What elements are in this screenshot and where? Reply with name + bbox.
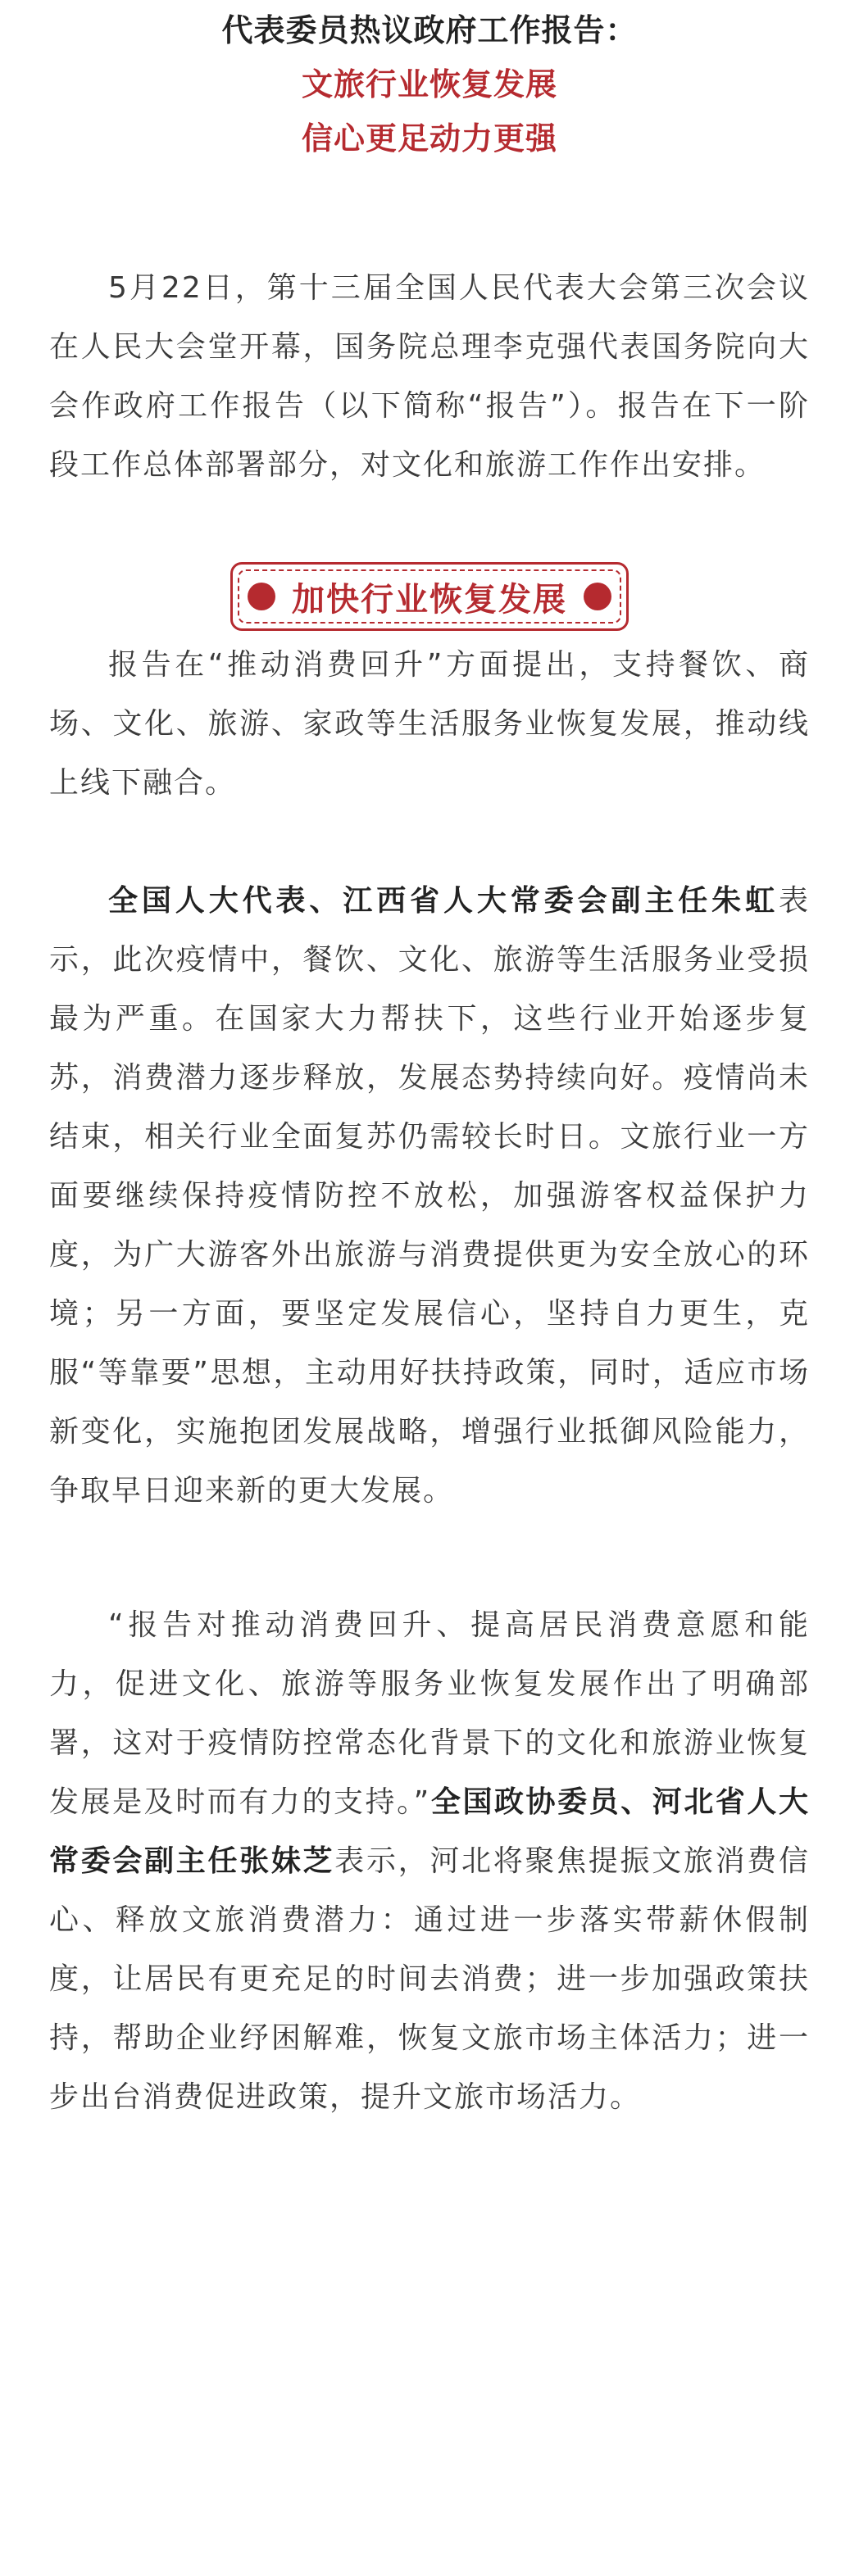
paragraph-3-body: 表示，河北将聚焦提振文旅消费信心、释放文旅消费潜力：通过进一步落实带薪休假制度，让居民有更充足的时间去消费；进一步加强政策扶持，帮助企业纾困解难，恢复文旅市场主体活力；进一步出台消费促进政策，提升文旅市场活力。 bbox=[49, 1844, 810, 2114]
section-paragraph-3 bbox=[49, 1596, 810, 2127]
title-line-2: 文旅行业恢复发展 bbox=[301, 66, 557, 102]
left-dot-icon bbox=[248, 583, 275, 610]
section-heading-wrap bbox=[49, 562, 810, 631]
speaker-name-zhangmeizhi: 全国政协委员、河北省人大常委会副主任张妹芝 bbox=[49, 1785, 810, 1878]
section-paragraph-1: 报告在“推动消费回升”方面提出，支持餐饮、商场、文化、旅游、家政等生活服务业恢复发展，推动线上线下融合。 bbox=[49, 648, 810, 800]
paragraph-3-quote: “报告对推动消费回升、提高居民消费意愿和能力，促进文化、旅游等服务业恢复发展作出了明确部署，这对于疫情防控常态化背景下的文化和旅游业恢复发展是及时而有力的支持。” bbox=[49, 1608, 810, 1819]
speaker-name-zhuhong: 全国人大代表、江西省人大常委会副主任朱虹 bbox=[108, 884, 779, 918]
title-line-1: 代表委员热议政府工作报告： bbox=[221, 12, 638, 48]
title-line-3: 信心更足动力更强 bbox=[301, 120, 557, 156]
right-dot-icon bbox=[584, 583, 611, 610]
section-heading-banner bbox=[230, 562, 629, 631]
intro-paragraph: 5月22日，第十三届全国人民代表大会第三次会议在人民大会堂开幕，国务院总理李克强代表国务院向大会作政府工作报告（以下简称“报告”）。报告在下一阶段工作总体部署部分，对文化和旅游工作作出安排。 bbox=[49, 271, 810, 482]
article-title-block bbox=[49, 0, 810, 166]
paragraph-2-body: 表示，此次疫情中，餐饮、文化、旅游等生活服务业受损最为严重。在国家大力帮扶下，这些行业开始逐步复苏，消费潜力逐步释放，发展态势持续向好。疫情尚未结束，相关行业全面复苏仍需较长时日。文旅行业一方面要继续保持疫情防控不放松，加强游客权益保护力度，为广大游客外出旅游与消费提供更为安全放心的环境；另一方面，要坚定发展信心，坚持自力更生，克服“等靠要”思想，主动用好扶持政策，同时，适应市场新变化，实施抱团发展战略，增强行业抵御风险能力，争取早日迎来新的更大发展。 bbox=[49, 884, 810, 1508]
section-heading-text: 加快行业恢复发展 bbox=[292, 580, 567, 619]
section-paragraph-2 bbox=[49, 872, 810, 1521]
